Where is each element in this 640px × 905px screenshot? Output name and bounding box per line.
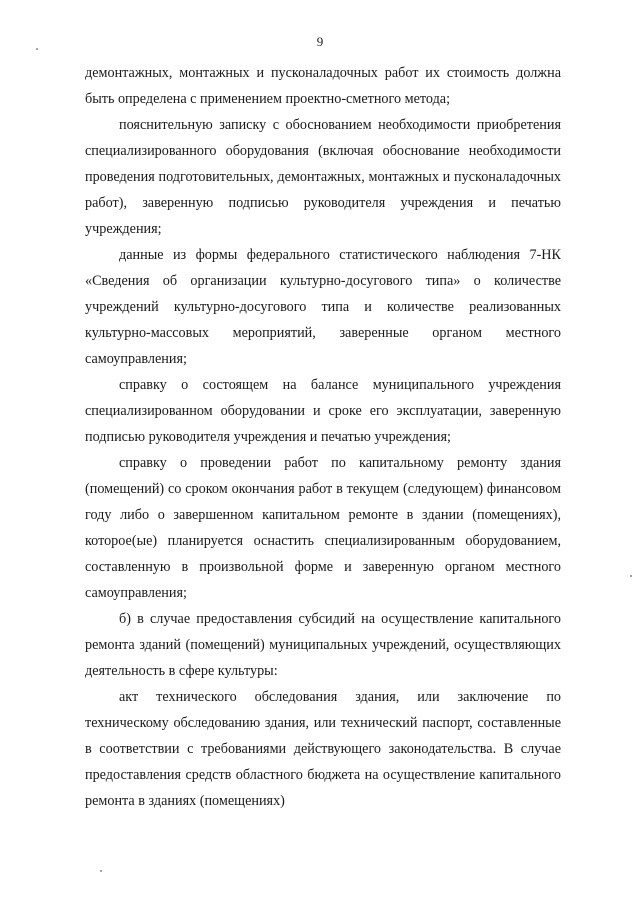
paragraph-explanatory-note: пояснительную записку с обоснованием необходимости приобретения специализированного оборудования (включая обоснование необходимости проведения подготовительных, демонтажных, монтажных и пусконаладочных работ), заверенную подписью руководителя учреждения и печатью учреждения; — [85, 117, 561, 237]
paragraph-inspection-act: акт технического обследования здания, или заключение по техническому обследованию здания, или технический паспорт, составленные в соответствии с требованиями действующего законодательства. В случае предоставления средств областного бюджета на осуществление капитального ремонта в зданиях (помещениях) — [85, 689, 561, 809]
paragraph-subsection-b: б) в случае предоставления субсидий на осуществление капитального ремонта зданий (помещений) муниципальных учреждений, осуществляющих деятельность в сфере культуры: — [85, 611, 561, 679]
page-number: 9 — [316, 34, 324, 49]
document-body — [85, 60, 561, 814]
paragraph-repair-certificate: справку о проведении работ по капитальному ремонту здания (помещений) со сроком окончания работ в текущем (следующем) финансовом году либо о завершенном капитальном ремонте в здании (помещениях), которое(ые) планируется оснастить специализированным оборудованием, составленную в произвольной форме и заверенную органом местного самоуправления; — [85, 455, 561, 601]
scan-speck — [100, 870, 102, 872]
paragraph-continuation: демонтажных, монтажных и пусконаладочных работ их стоимость должна быть определена с применением проектно-сметного метода; — [85, 65, 561, 107]
paragraph-statistics-form: данные из формы федерального статистического наблюдения 7-НК «Сведения об организации культурно-досугового типа» о количестве учреждений культурно-досугового типа и количестве реализованных культурно-массовых мероприятий, заверенные органом местного самоуправления; — [85, 247, 561, 367]
paragraph-equipment-certificate: справку о состоящем на балансе муниципального учреждения специализированном оборудовании и сроке его эксплуатации, заверенную подписью руководителя учреждения и печатью учреждения; — [85, 377, 561, 445]
scan-speck — [630, 575, 632, 577]
scan-speck — [36, 48, 38, 50]
